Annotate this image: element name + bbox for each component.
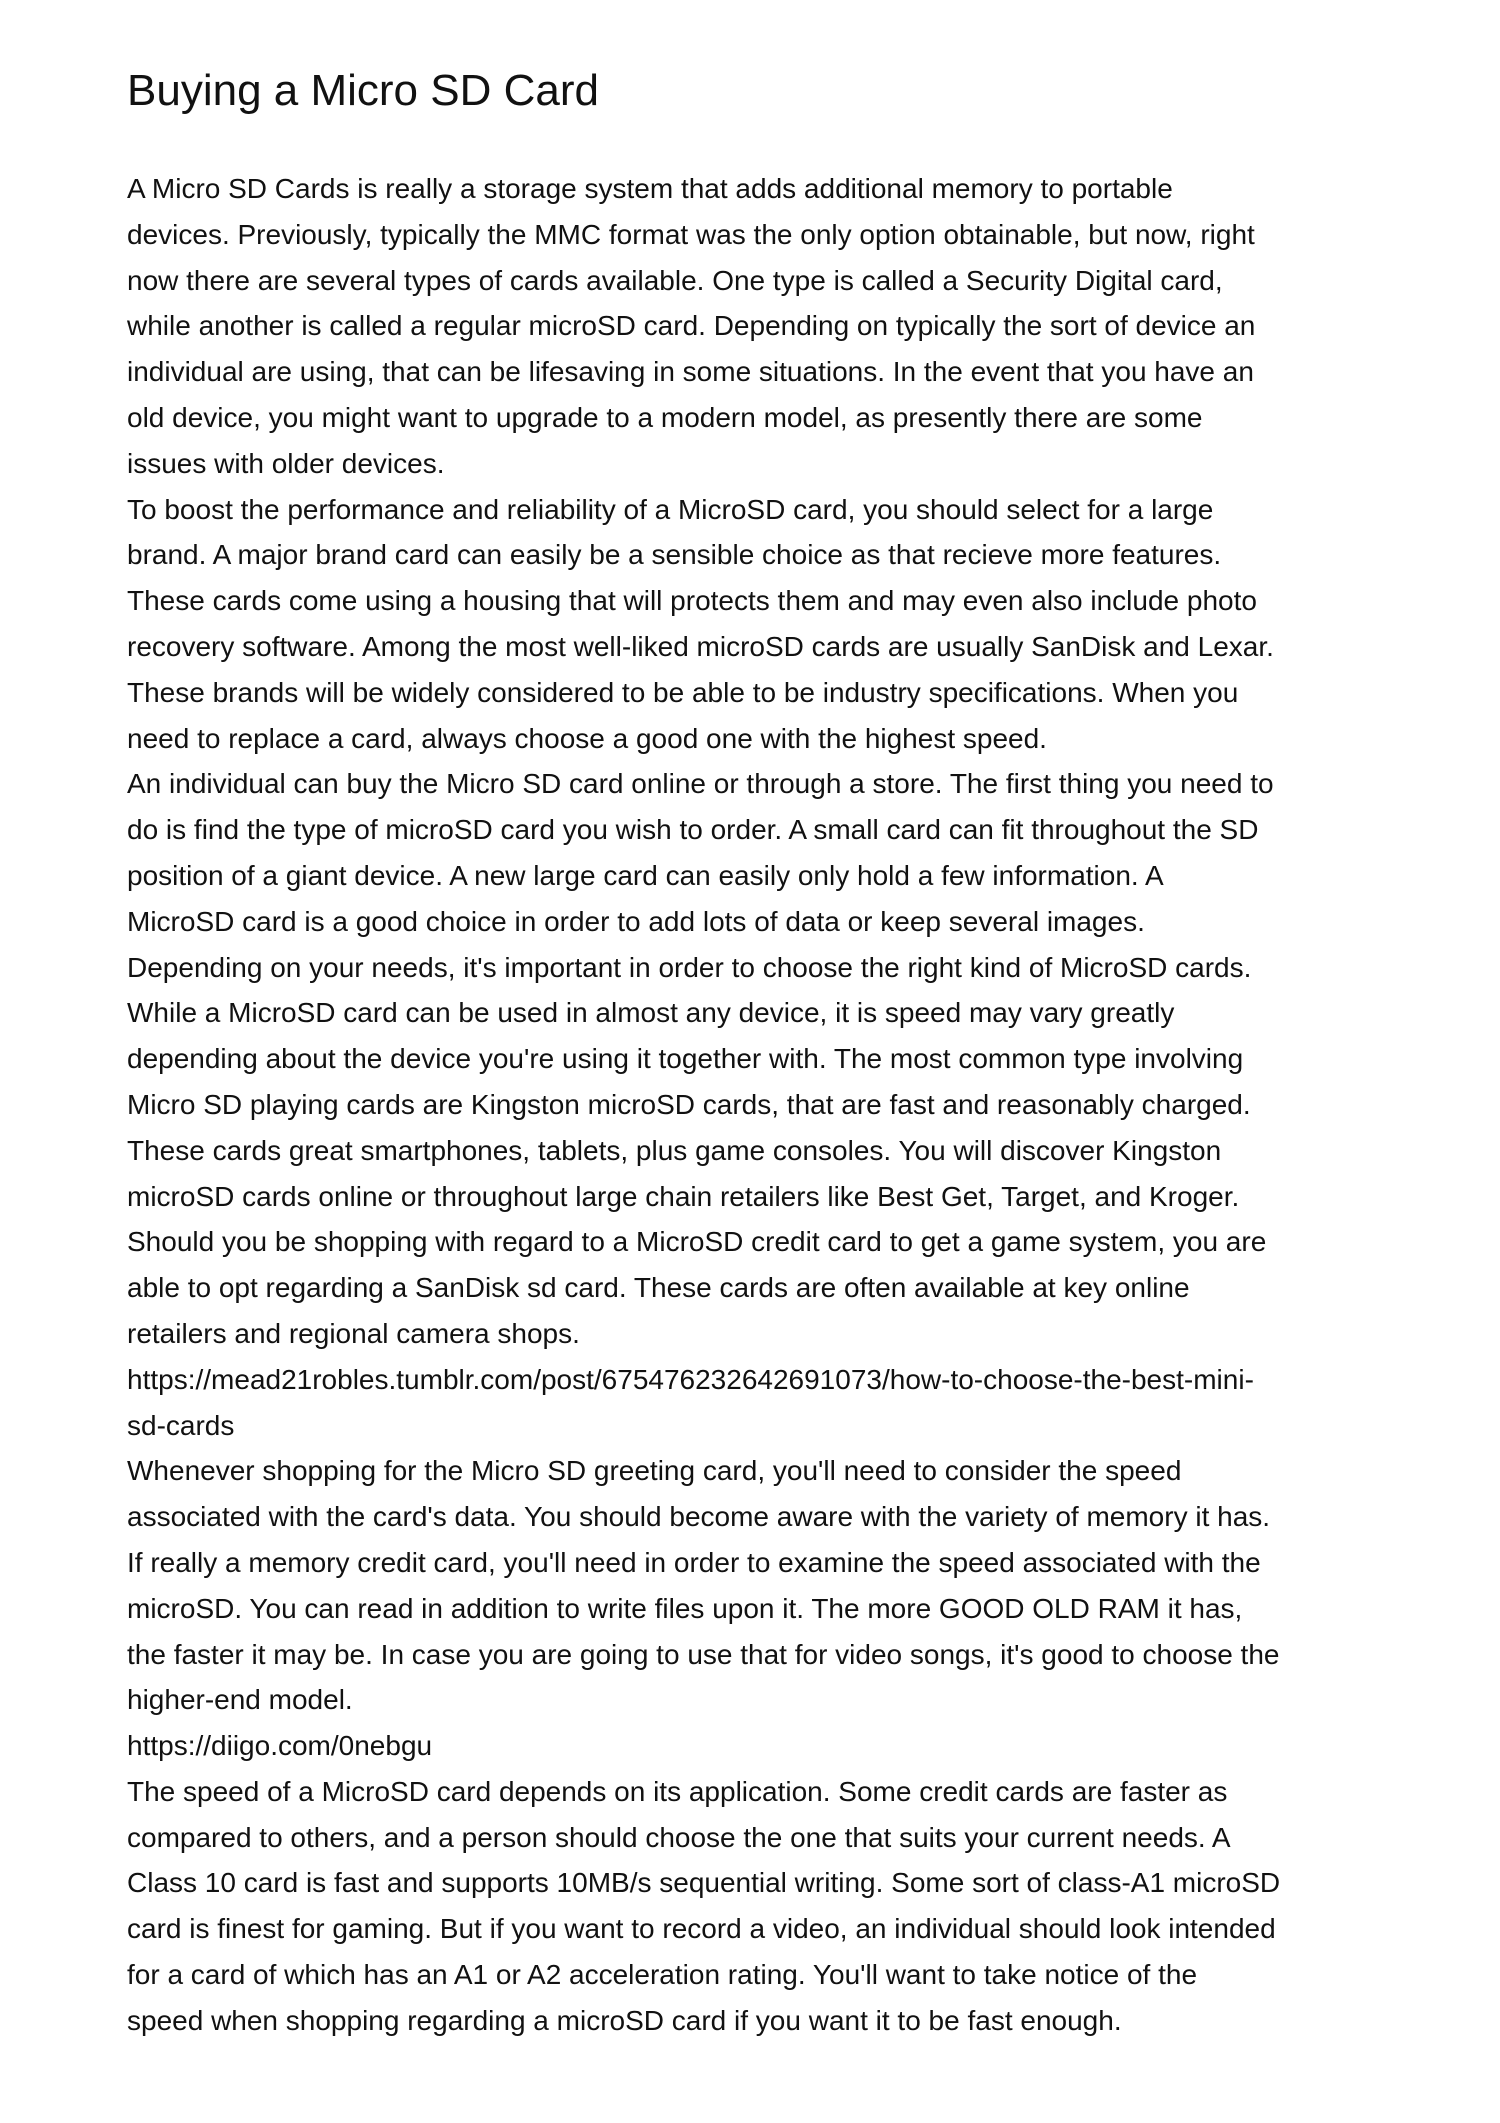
text-line: These cards come using a housing that will protects them and may even also include photo [127, 585, 1257, 617]
text-line: devices. Previously, typically the MMC format was the only option obtainable, but now, right [127, 218, 1255, 250]
text-line: recovery software. Among the most well-liked microSD cards are usually SanDisk and Lexar. [127, 630, 1274, 662]
text-line: These cards great smartphones, tablets, plus game consoles. You will discover Kingston [127, 1134, 1222, 1166]
text-line: Whenever shopping for the Micro SD greeting card, you'll need to consider the speed [127, 1455, 1182, 1487]
text-line: brand. A major brand card can easily be a sensible choice as that recieve more features. [127, 539, 1222, 571]
paragraph [127, 166, 1427, 487]
text-line: able to opt regarding a SanDisk sd card. These cards are often available at key online [127, 1272, 1190, 1304]
text-line: retailers and regional camera shops. [127, 1317, 580, 1349]
paragraph [127, 1769, 1427, 2044]
text-line: do is find the type of microSD card you wish to order. A small card can fit throughout the SD [127, 814, 1259, 846]
text-line: old device, you might want to upgrade to a modern model, as presently there are some [127, 401, 1203, 433]
text-line: need to replace a card, always choose a good one with the highest speed. [127, 722, 1047, 754]
text-line: while another is called a regular microSD card. Depending on typically the sort of device an [127, 310, 1256, 342]
text-line: Should you be shopping with regard to a MicroSD credit card to get a game system, you are [127, 1226, 1267, 1258]
url-text-line: https://diigo.com/0nebgu [127, 1730, 433, 1762]
text-line: To boost the performance and reliability of a MicroSD card, you should select for a large [127, 493, 1214, 525]
text-line: If really a memory credit card, you'll need in order to examine the speed associated with the [127, 1546, 1261, 1578]
text-line: microSD cards online or throughout large chain retailers like Best Get, Target, and Kroger. [127, 1180, 1240, 1212]
text-line: A Micro SD Cards is really a storage system that adds additional memory to portable [127, 173, 1173, 204]
paragraph [127, 487, 1427, 762]
text-line: microSD. You can read in addition to write files upon it. The more GOOD OLD RAM it has, [127, 1592, 1243, 1624]
text-line: depending about the device you're using it together with. The most common type involving [127, 1043, 1244, 1075]
document-body [127, 166, 1427, 2044]
text-line: Micro SD playing cards are Kingston microSD cards, that are fast and reasonably charged. [127, 1088, 1251, 1120]
text-line: the faster it may be. In case you are going to use that for video songs, it's good to choose the [127, 1638, 1280, 1670]
text-line: While a MicroSD card can be used in almost any device, it is speed may vary greatly [127, 997, 1175, 1029]
text-line: issues with older devices. [127, 447, 445, 479]
text-line: Depending on your needs, it's important in order to choose the right kind of MicroSD cards. [127, 951, 1252, 983]
text-line: An individual can buy the Micro SD card online or through a store. The first thing you need to [127, 768, 1274, 800]
text-line: Class 10 card is fast and supports 10MB/s sequential writing. Some sort of class-A1 microSD [127, 1867, 1281, 1899]
text-line: These brands will be widely considered to be able to be industry specifications. When you [127, 676, 1239, 708]
url-text-line: sd-cards [127, 1409, 235, 1441]
text-line: higher-end model. [127, 1684, 353, 1716]
paragraph [127, 1448, 1427, 1723]
url-text-line: https://mead21robles.tumblr.com/post/675476232642691073/how-to-choose-the-best-mini- [127, 1363, 1254, 1395]
text-line: MicroSD card is a good choice in order to add lots of data or keep several images. [127, 905, 1145, 937]
url-paragraph [127, 1723, 1427, 1769]
paragraph [127, 761, 1427, 1356]
page-title: Buying a Micro SD Card [127, 66, 599, 115]
text-line: speed when shopping regarding a microSD card if you want it to be fast enough. [127, 2004, 1122, 2036]
text-line: individual are using, that can be lifesaving in some situations. In the event that you have an [127, 356, 1254, 388]
text-line: card is finest for gaming. But if you want to record a video, an individual should look intended [127, 1913, 1276, 1945]
text-line: associated with the card's data. You should become aware with the variety of memory it has. [127, 1501, 1271, 1533]
text-line: position of a giant device. A new large card can easily only hold a few information. A [127, 859, 1164, 891]
text-line: The speed of a MicroSD card depends on its application. Some credit cards are faster as [127, 1775, 1228, 1807]
url-paragraph [127, 1357, 1427, 1449]
text-line: compared to others, and a person should choose the one that suits your current needs. A [127, 1821, 1231, 1853]
text-line: now there are several types of cards available. One type is called a Security Digital card, [127, 264, 1223, 296]
text-line: for a card of which has an A1 or A2 acceleration rating. You'll want to take notice of the [127, 1959, 1198, 1991]
